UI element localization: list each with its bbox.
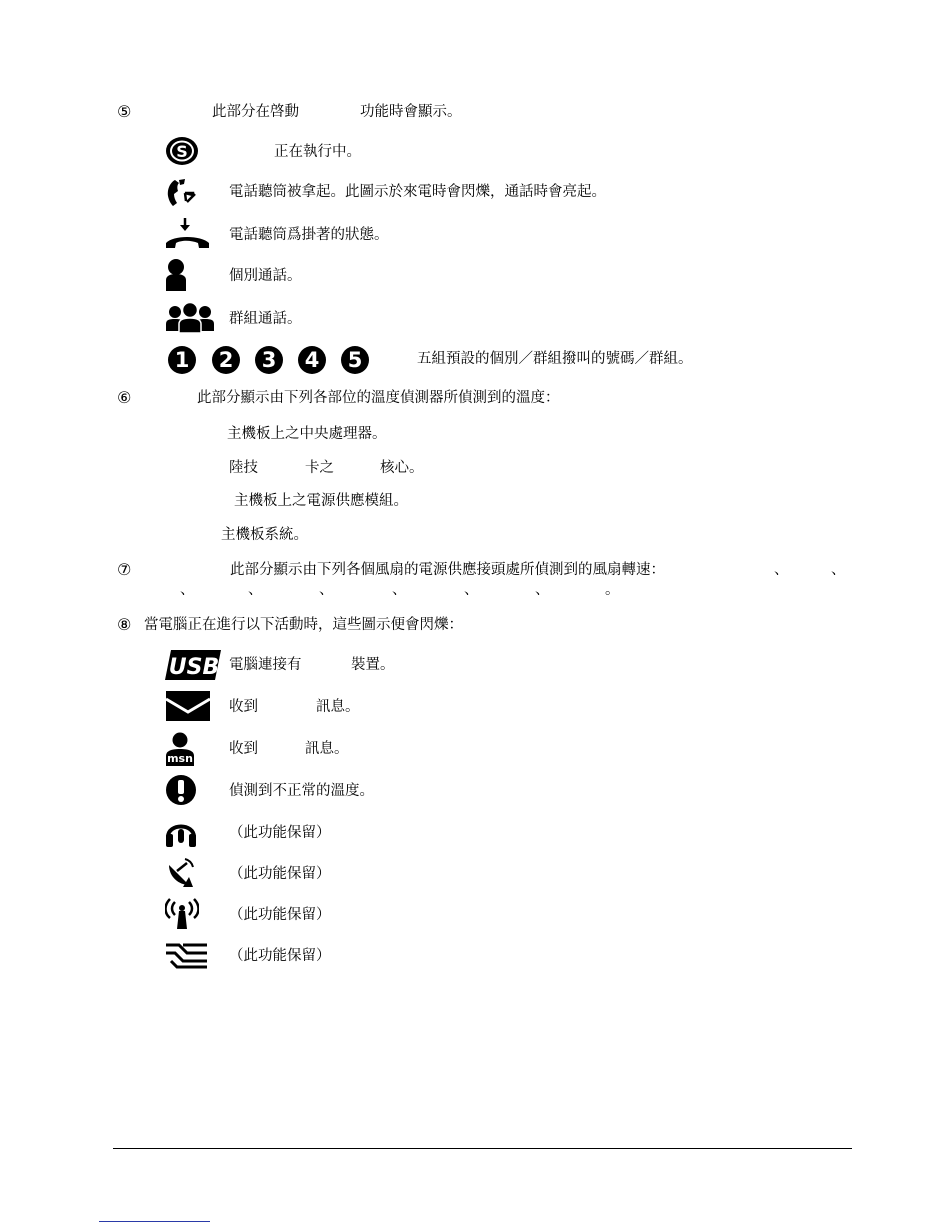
usb-icon — [165, 649, 221, 681]
msn-text-b: 訊息。 — [305, 741, 349, 757]
temp-system-text: 主機板系統。 — [221, 527, 308, 543]
fan-sep-8: 、 — [535, 582, 550, 598]
footer-rule — [113, 1148, 852, 1149]
section-6-text: 此部分顯示由下列各部位的溫度偵測器所偵測到的溫度： — [197, 390, 560, 406]
temp-cpu-text: 主機板上之中央處理器。 — [227, 426, 387, 442]
preset-digit-4: 4 — [304, 348, 320, 372]
preset-digit-3: 3 — [261, 348, 277, 372]
footer-link-underline — [99, 1221, 210, 1222]
section-8-text: 當電腦正在進行以下活動時，這些圖示便會閃爍： — [144, 617, 463, 633]
msn-icon — [165, 732, 195, 766]
section-7-number: ⑦ — [117, 560, 132, 579]
preset-1-icon — [167, 345, 197, 375]
section-7-text: 此部分顯示由下列各個風扇的電源供應接頭處所偵測到的風扇轉速： — [230, 562, 665, 578]
fan-sep-5: 、 — [319, 582, 334, 598]
preset-4-icon — [297, 345, 327, 375]
temp-vga-text-b: 卡之 — [305, 460, 334, 476]
headphone-icon — [165, 815, 197, 849]
fan-sep-1: 、 — [774, 562, 789, 578]
mail-text-b: 訊息。 — [316, 699, 360, 715]
msn-text-a: 收到 — [229, 741, 258, 757]
preset-5-icon — [340, 345, 370, 375]
preset-2-icon — [211, 345, 241, 375]
abnormal-temp-text: 偵測到不正常的溫度。 — [229, 783, 374, 799]
preset-3-icon — [254, 345, 284, 375]
mail-text-a: 收到 — [229, 699, 258, 715]
running-text: 正在執行中。 — [274, 144, 361, 160]
usb-label: USB — [168, 655, 220, 680]
section-8-number: ⑧ — [117, 615, 132, 634]
envelope-icon — [165, 690, 211, 722]
network-icon — [165, 940, 209, 970]
usb-text-a: 電腦連接有 — [229, 657, 302, 673]
offhook-text: 電話聽筒被拿起。此圖示於來電時會閃爍，通話時會亮起。 — [229, 184, 606, 200]
phone-onhook-icon — [165, 217, 211, 251]
fan-sep-3: 、 — [180, 582, 195, 598]
section-6-number: ⑥ — [117, 388, 132, 407]
fan-sep-6: 、 — [392, 582, 407, 598]
temp-power-text: 主機板上之電源供應模組。 — [234, 493, 408, 509]
satellite-icon — [165, 857, 197, 889]
preset-digit-1: 1 — [174, 348, 190, 372]
temp-vga-text-c: 核心。 — [380, 460, 424, 476]
wireless-text: （此功能保留） — [229, 907, 331, 923]
phone-offhook-icon — [165, 176, 199, 210]
temp-vga-text-a: 陸技 — [229, 460, 258, 476]
section-5-text-a: 此部分在啓動 — [212, 104, 299, 120]
headphone-text: （此功能保留） — [229, 825, 331, 841]
onhook-text: 電話聽筒爲掛著的狀態。 — [229, 227, 389, 243]
network-text: （此功能保留） — [229, 948, 331, 964]
usb-text-b: 裝置。 — [351, 657, 395, 673]
svg-text:S: S — [176, 142, 188, 161]
single-person-icon — [165, 258, 189, 291]
fan-sep-4: 、 — [248, 582, 263, 598]
fan-sep-2: 、 — [831, 562, 846, 578]
msn-label: msn — [167, 752, 193, 765]
fan-sep-7: 、 — [464, 582, 479, 598]
preset-digit-5: 5 — [347, 348, 363, 372]
s-circle-icon — [165, 136, 199, 166]
group-call-text: 群組通話。 — [229, 311, 302, 327]
preset-text: 五組預設的個別／群組撥叫的號碼／群組。 — [417, 351, 693, 367]
section-5-number: ⑤ — [117, 102, 132, 121]
wireless-icon — [165, 898, 199, 930]
group-people-icon — [165, 302, 215, 333]
preset-digit-2: 2 — [218, 348, 234, 372]
individual-call-text: 個別通話。 — [229, 268, 302, 284]
section-5-text-b: 功能時會顯示。 — [360, 104, 462, 120]
fan-end: 。 — [605, 582, 620, 598]
exclamation-icon — [165, 774, 197, 806]
satellite-text: （此功能保留） — [229, 866, 331, 882]
